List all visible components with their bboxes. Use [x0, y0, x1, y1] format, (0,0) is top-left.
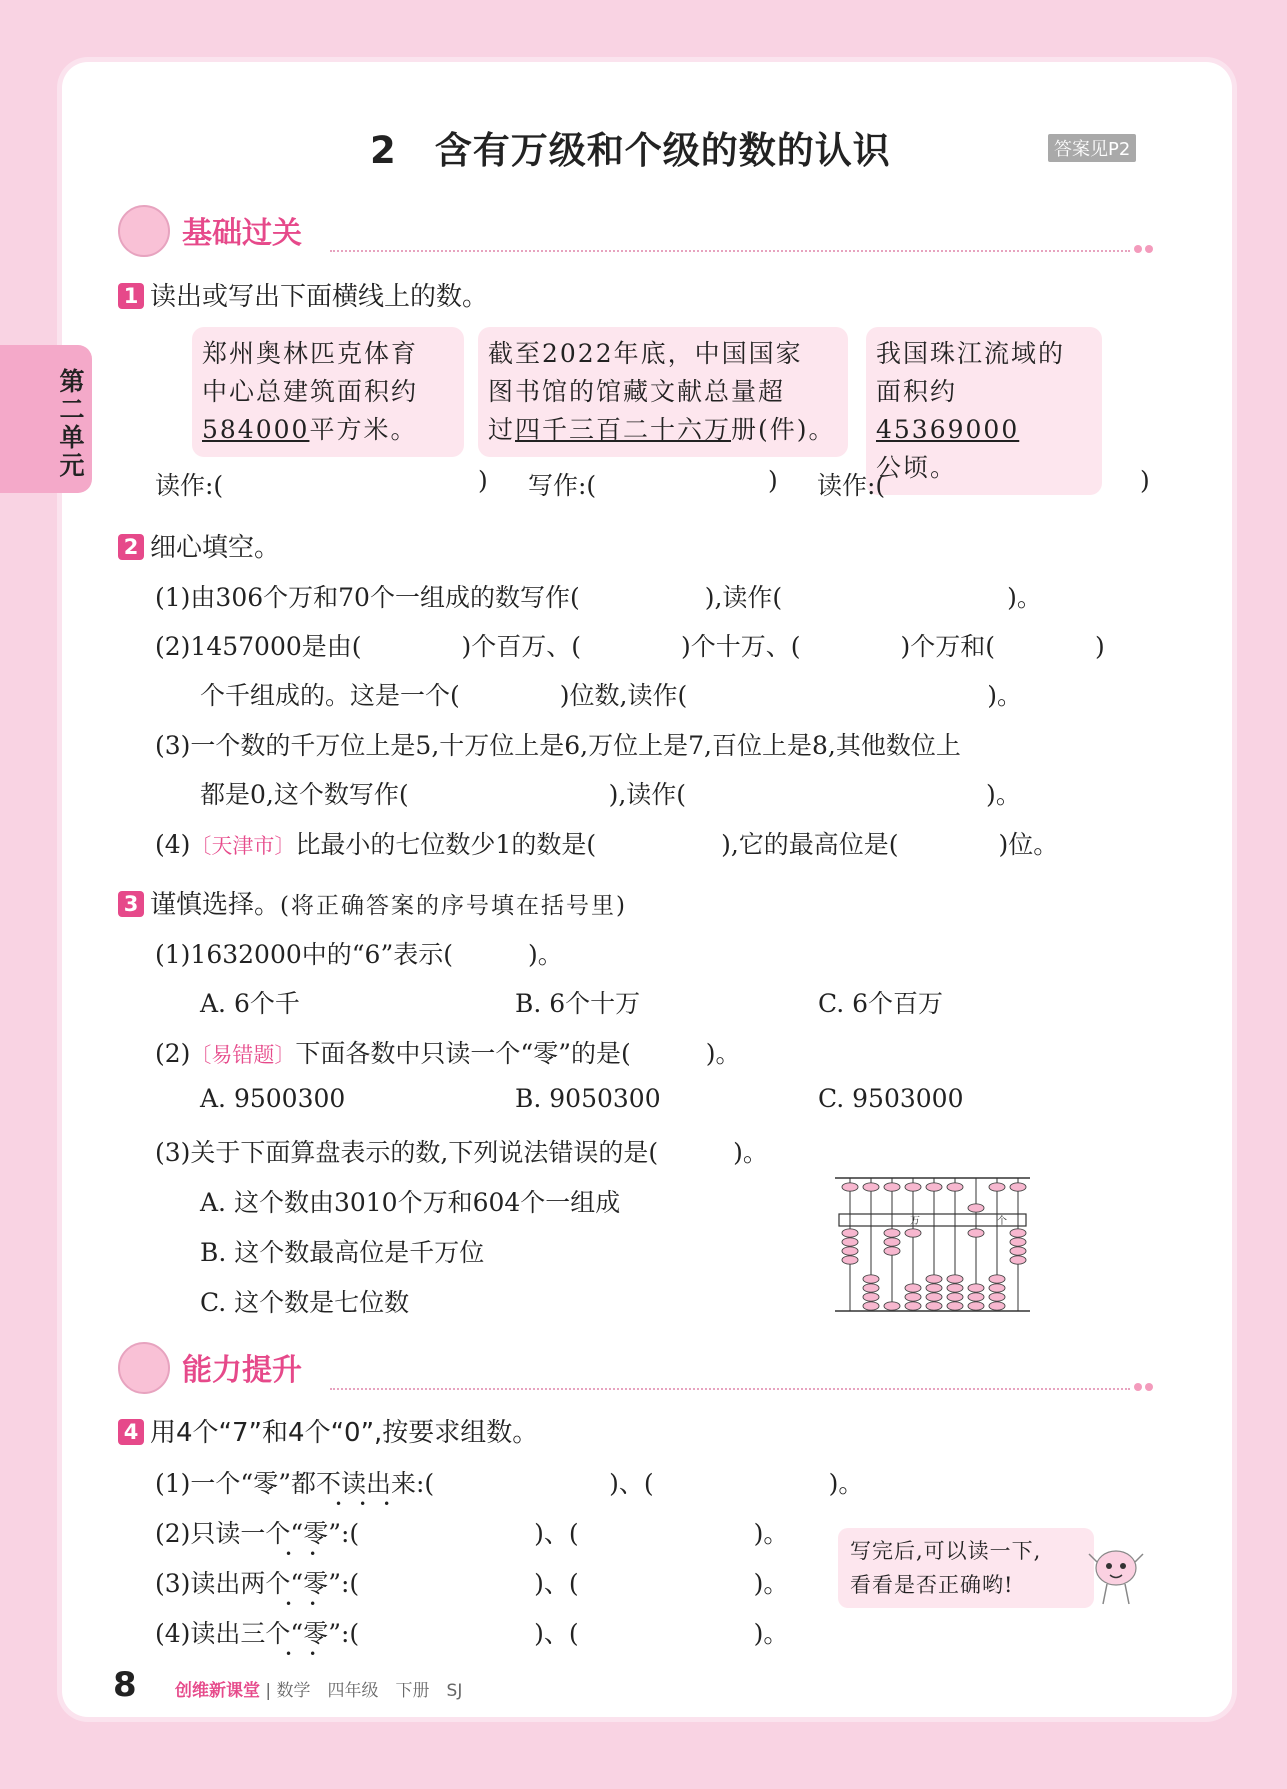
answer-blank-2[interactable] [528, 466, 596, 502]
underlined-number: 四千三百二十六万 [515, 415, 732, 444]
abacus-bead [926, 1183, 942, 1191]
abacus-bead [1010, 1247, 1026, 1255]
box-line [876, 373, 1092, 449]
abacus-bead [926, 1302, 942, 1310]
abacus-bead [968, 1284, 984, 1292]
abacus-bead [884, 1183, 900, 1191]
question-number: 4 [118, 1419, 144, 1445]
item-text: 比最小的七位数少1的数是( ),它的最高位是( )位。 [295, 830, 1059, 859]
item-prefix: (2) [155, 1039, 191, 1068]
abacus-bead [947, 1302, 963, 1310]
fill-item-1[interactable]: (1)由306个万和70个一组成的数写作( ),读作( )。 [155, 583, 1042, 612]
abacus-bead [863, 1275, 879, 1283]
box-line: 图书馆的馆藏文献总量超 [488, 377, 786, 406]
abacus-bead [947, 1275, 963, 1283]
box-line: 中心总建筑面积约 [202, 377, 419, 406]
cartoon-girl-icon [118, 205, 170, 257]
source-tag: 〔天津市〕 [190, 834, 296, 858]
page-title: 2 含有万级和个级的数的认识 [370, 129, 891, 172]
abacus-bead [884, 1229, 900, 1237]
option-b[interactable]: B. 6个十万 [515, 989, 641, 1018]
abacus-bead [947, 1284, 963, 1292]
abacus-label-ge: 个 [997, 1216, 1007, 1227]
answer-close: ) [478, 466, 488, 495]
choice-item-2 [155, 1034, 741, 1070]
fill-item-3a: (3)一个数的千万位上是5,十万位上是6,万位上是7,百位上是8,其他数位上 [155, 731, 961, 760]
answer-blank-1[interactable] [155, 466, 223, 502]
section-divider [330, 1388, 1130, 1390]
answer-label: 读作:( [155, 471, 224, 500]
decor-dots [1134, 238, 1156, 250]
emphasis-dots: •• [285, 1547, 334, 1561]
question-2-prompt [118, 527, 280, 564]
fill-item-3b[interactable]: 都是0,这个数写作( ),读作( )。 [200, 780, 1021, 809]
compose-item-3[interactable]: (3)读出两个“零”:( )、( )。 [155, 1569, 789, 1598]
question-text: 细心填空。 [150, 533, 281, 563]
cartoon-mascot-icon [1085, 1540, 1147, 1610]
abacus-bead [905, 1229, 921, 1237]
box-line: 公顷。 [876, 453, 958, 482]
abacus-bead [842, 1238, 858, 1246]
abacus-bead [884, 1302, 900, 1310]
abacus-bead [926, 1284, 942, 1292]
abacus-bead [989, 1183, 1005, 1191]
option-c[interactable]: C. 这个数是七位数 [200, 1288, 410, 1317]
abacus-bead [968, 1293, 984, 1301]
unit-char: 元 [59, 451, 85, 480]
abacus-bead [863, 1284, 879, 1292]
answer-blank-3[interactable] [817, 466, 885, 502]
fill-item-2a[interactable]: (2)1457000是由( )个百万、( )个十万、( )个万和( ) [155, 632, 1105, 661]
abacus-bead [989, 1302, 1005, 1310]
abacus-bead [968, 1229, 984, 1237]
abacus-diagram [835, 1175, 1030, 1315]
question-number: 1 [118, 283, 144, 309]
info-box-2 [478, 327, 848, 457]
underlined-number: 45369000 [876, 415, 1020, 444]
answer-label: 写作:( [528, 471, 597, 500]
option-c[interactable]: C. 9503000 [818, 1084, 964, 1113]
abacus-bead [1010, 1183, 1026, 1191]
abacus-bead [1010, 1256, 1026, 1264]
decor-dots [1134, 1376, 1156, 1388]
abacus-label-wan: 万 [910, 1216, 920, 1227]
abacus-bead [926, 1275, 942, 1283]
question-note: (将正确答案的序号填在括号里) [280, 893, 627, 919]
emphasis-dots: •• [285, 1597, 334, 1611]
abacus-bead [968, 1302, 984, 1310]
abacus-bead [989, 1284, 1005, 1292]
underlined-number: 584000 [202, 415, 310, 444]
choice-item-3: (3)关于下面算盘表示的数,下列说法错误的是( )。 [155, 1138, 768, 1167]
item-prefix: (4) [155, 830, 191, 859]
section-heading-basic: 基础过关 [182, 208, 302, 252]
footer-brand: 创维新课堂 [175, 1681, 260, 1701]
fill-item-4[interactable] [155, 825, 1058, 861]
compose-item-1[interactable]: (1)一个“零”都不读出来:( )、( )。 [155, 1469, 864, 1498]
option-a[interactable]: A. 9500300 [200, 1084, 346, 1113]
abacus-bead [863, 1183, 879, 1191]
compose-item-4[interactable]: (4)读出三个“零”:( )、( )。 [155, 1619, 789, 1648]
info-box-3 [866, 327, 1102, 495]
question-text: 用4个“7”和4个“0”,按要求组数。 [150, 1418, 539, 1448]
box-line: 我国珠江流域的 [876, 339, 1066, 368]
emphasis-dots: ••• [335, 1497, 408, 1511]
difficulty-tag: 〔易错题〕 [190, 1043, 296, 1067]
abacus-bead [842, 1229, 858, 1237]
question-4-prompt [118, 1412, 538, 1449]
fill-item-2b[interactable]: 个千组成的。这是一个( )位数,读作( )。 [200, 681, 1022, 710]
emphasis-dots: •• [285, 1647, 334, 1661]
question-1-prompt [118, 276, 488, 313]
question-number: 2 [118, 534, 144, 560]
abacus-bead [1010, 1229, 1026, 1237]
answer-close: ) [1140, 466, 1150, 495]
abacus-bead [905, 1183, 921, 1191]
abacus-bead [989, 1275, 1005, 1283]
abacus-bead [926, 1293, 942, 1301]
box-text: 册(件)。 [731, 415, 836, 444]
option-a[interactable]: A. 这个数由3010个万和604个一组成 [200, 1188, 621, 1217]
abacus-bead [863, 1302, 879, 1310]
abacus-bead [884, 1247, 900, 1255]
abacus-bead [905, 1302, 921, 1310]
option-b[interactable]: B. 这个数最高位是千万位 [200, 1238, 485, 1267]
section-heading-advanced: 能力提升 [182, 1345, 302, 1389]
info-box-1 [192, 327, 464, 457]
abacus-bead [947, 1293, 963, 1301]
unit-char: 单 [59, 423, 85, 452]
answer-label: 读作:( [817, 471, 886, 500]
cartoon-girl-icon [118, 1342, 170, 1394]
hint-bubble [838, 1528, 1094, 1608]
hint-line: 写完后,可以读一下, [850, 1539, 1042, 1563]
compose-item-2[interactable]: (2)只读一个“零”:( )、( )。 [155, 1519, 789, 1548]
abacus-bead [968, 1204, 984, 1212]
page-number: 8 [113, 1665, 137, 1705]
abacus-bead [905, 1293, 921, 1301]
answer-badge: 答案见P2 [1048, 134, 1136, 162]
option-a[interactable]: A. 6个千 [200, 989, 300, 1018]
unit-char: 二 [59, 395, 85, 424]
footer-info: 创维新课堂 | 数学 四年级 下册 SJ [175, 1681, 463, 1701]
question-number: 3 [118, 891, 144, 917]
abacus-bead [842, 1247, 858, 1255]
option-c[interactable]: C. 6个百万 [818, 989, 944, 1018]
option-b[interactable]: B. 9050300 [515, 1084, 661, 1113]
box-text: 面积约 [876, 377, 958, 406]
footer-book-info: 数学 四年级 下册 SJ [276, 1681, 463, 1701]
choice-item-1: (1)1632000中的“6”表示( )。 [155, 940, 563, 969]
abacus-bead [989, 1293, 1005, 1301]
answer-close: ) [768, 466, 778, 495]
box-line [202, 411, 454, 449]
abacus-bead [842, 1183, 858, 1191]
hint-line: 看看是否正确哟! [850, 1573, 1014, 1597]
question-text: 谨慎选择。 [150, 890, 281, 920]
section-divider [330, 250, 1130, 252]
item-text: 下面各数中只读一个“零”的是( )。 [295, 1039, 741, 1068]
abacus-bead [947, 1183, 963, 1191]
abacus-bead [863, 1293, 879, 1301]
box-line [488, 411, 838, 449]
abacus-bead [905, 1284, 921, 1292]
abacus-bead [1010, 1238, 1026, 1246]
abacus-bead [842, 1256, 858, 1264]
abacus-bead [884, 1238, 900, 1246]
box-line: 截至2022年底，中国国家 [488, 339, 803, 368]
unit-char: 第 [59, 367, 85, 396]
unit-side-label [58, 368, 86, 480]
question-text: 读出或写出下面横线上的数。 [150, 282, 489, 312]
question-3-prompt [118, 884, 627, 921]
box-text: 平方米。 [309, 415, 418, 444]
box-text: 过 [488, 415, 516, 444]
box-line: 郑州奥林匹克体育 [202, 339, 419, 368]
